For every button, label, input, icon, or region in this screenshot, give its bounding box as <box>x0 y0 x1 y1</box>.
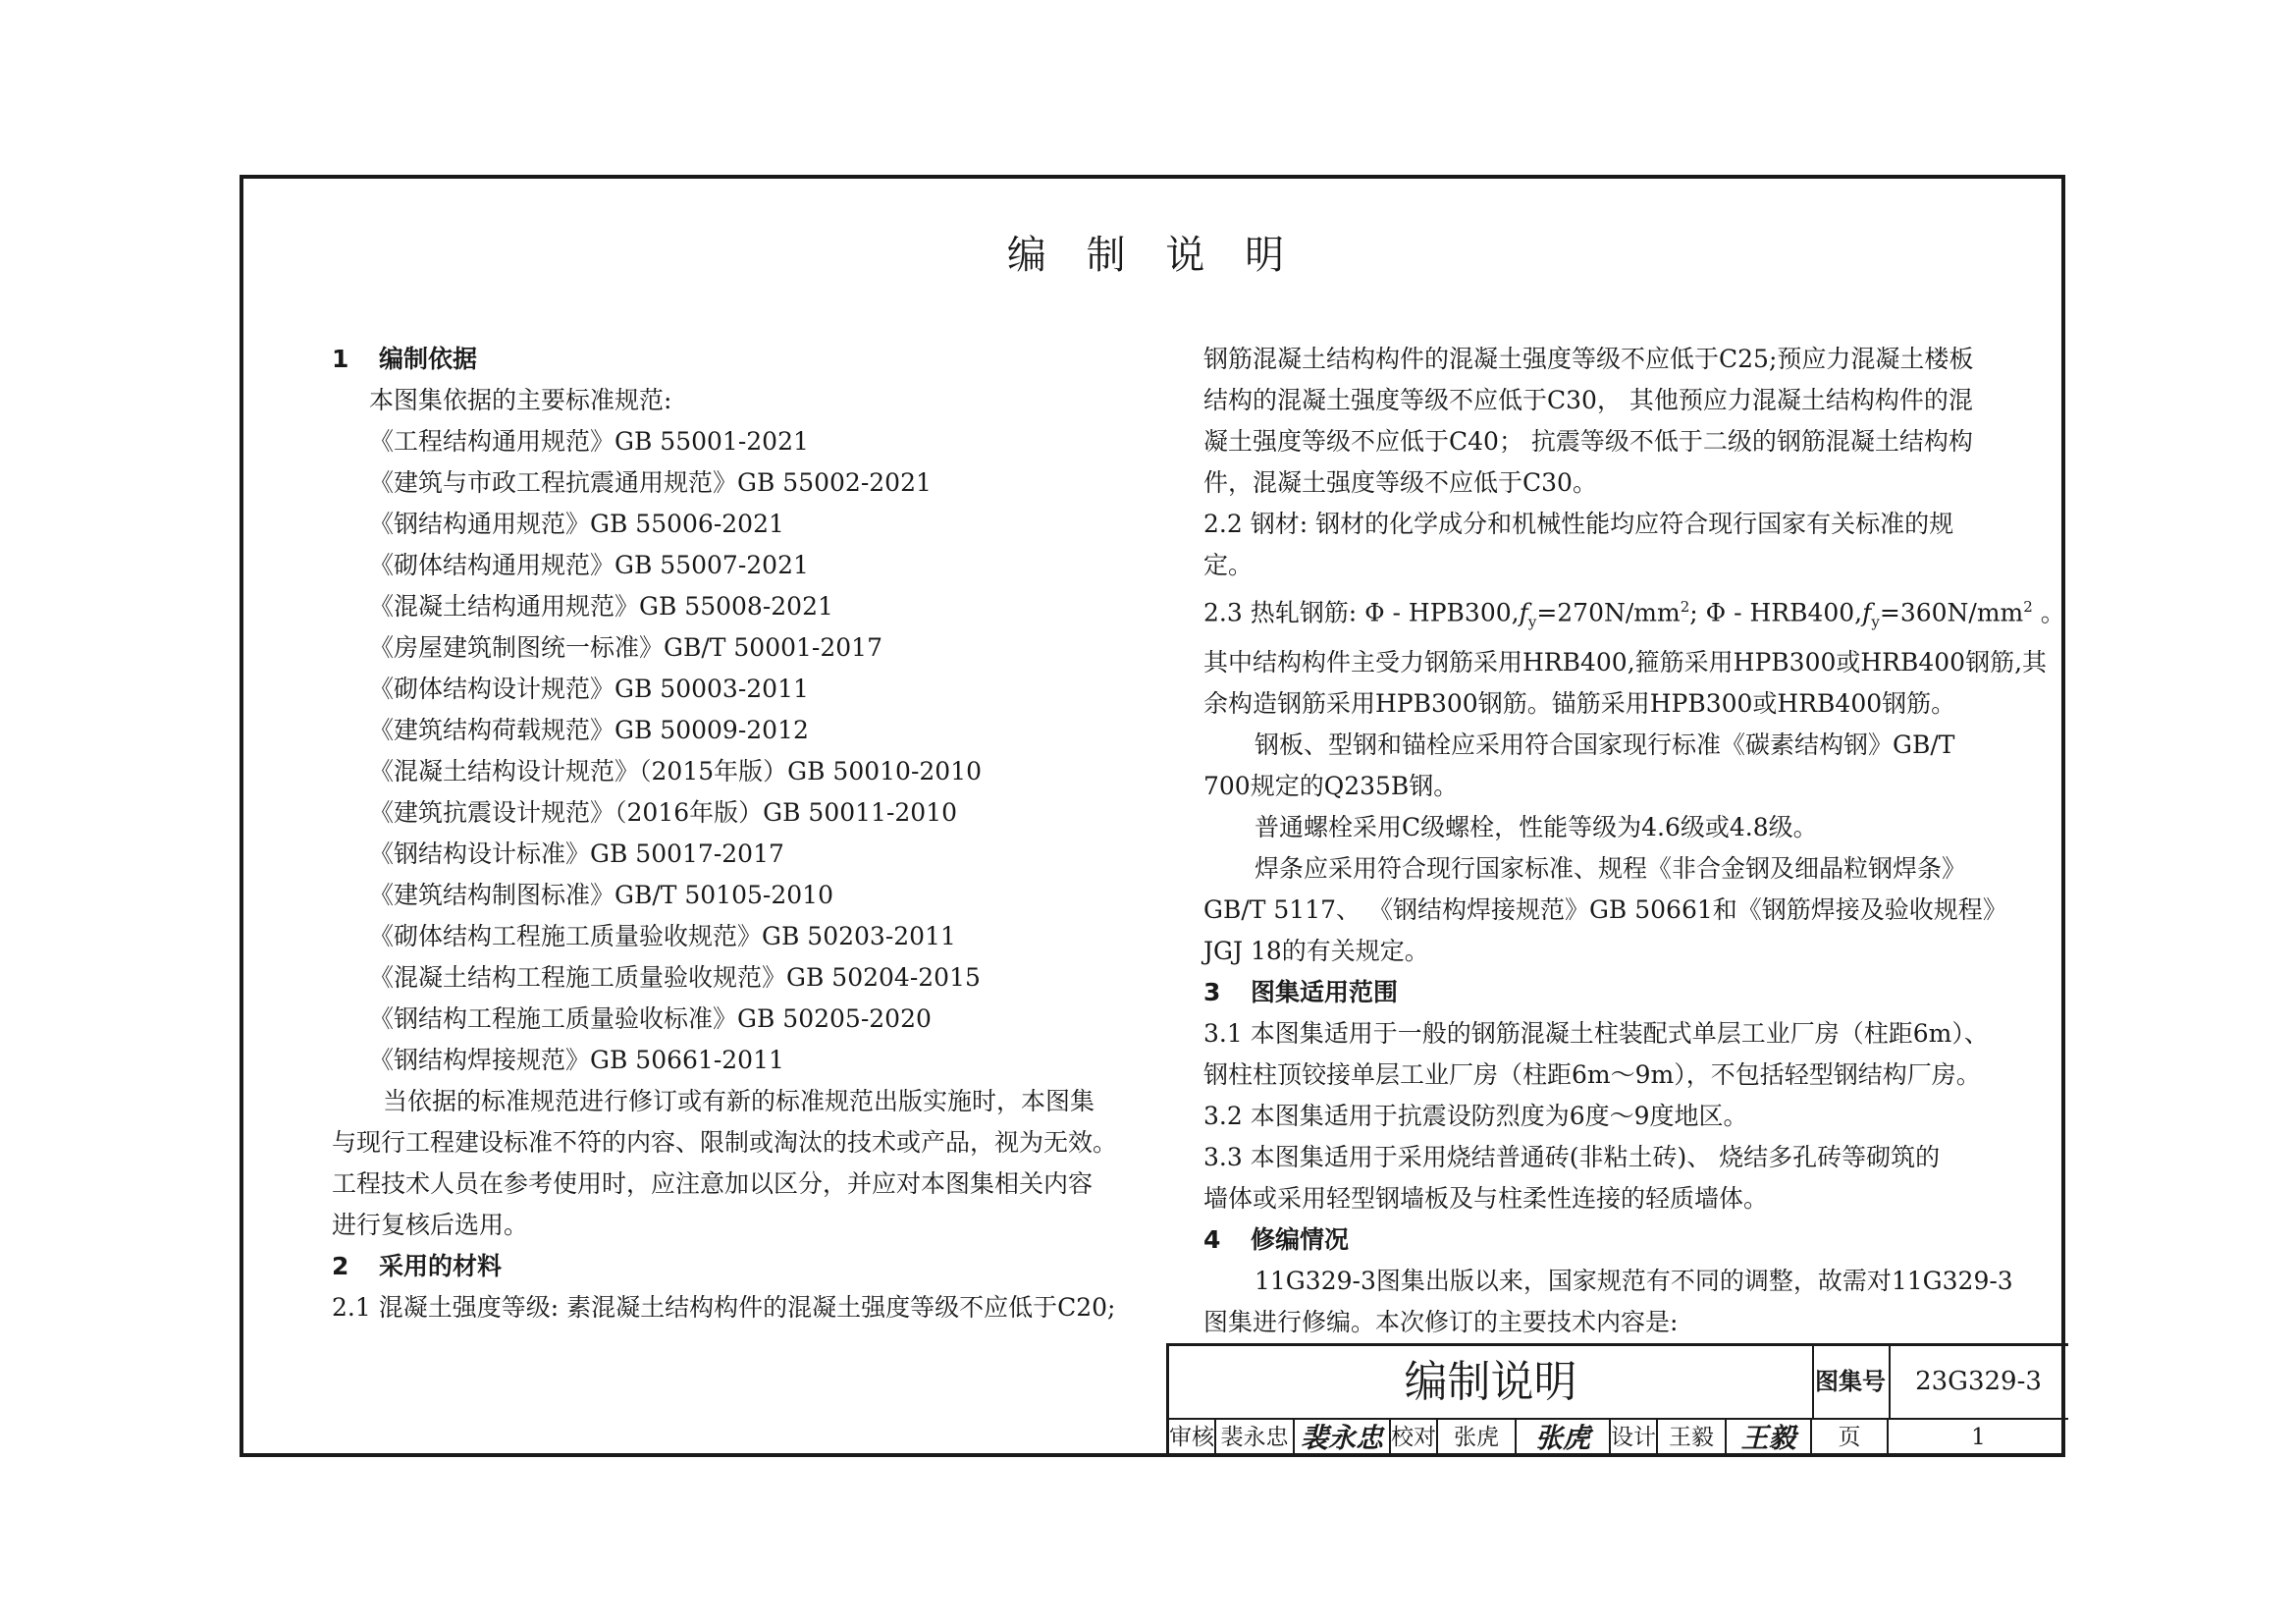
rebar-line: 2.3 热轧钢筋: $\Phi - HPB300,f_y=270N/mm^2$; $\Phi - HRB400,f_y=360N/mm^2$ 。 <box>1203 598 2065 631</box>
review-name: 裴永忠 <box>1216 1420 1295 1456</box>
standard-item: 《建筑与市政工程抗震通用规范》GB 55002-2021 <box>369 468 932 497</box>
section-3-heading: 3 图集适用范围 <box>1203 978 1399 1007</box>
steel-line: 定。 <box>1203 551 1254 579</box>
standard-item: 《混凝土结构通用规范》GB 55008-2021 <box>369 592 833 621</box>
title-block <box>1166 1343 2068 1456</box>
standard-item: 《钢结构焊接规范》GB 50661-2011 <box>369 1046 784 1074</box>
standard-item: 《砌体结构工程施工质量验收规范》GB 50203-2011 <box>369 922 956 950</box>
standard-item: 《钢结构工程施工质量验收标准》GB 50205-2020 <box>369 1004 932 1033</box>
body-line: 11G329-3图集出版以来，国家规范有不同的调整，故需对11G329-3 <box>1255 1267 2013 1296</box>
standard-item: 《建筑抗震设计规范》（2016年版）GB 50011-2010 <box>369 798 958 827</box>
check-signature: 张虎 <box>1517 1420 1611 1456</box>
standard-item: 《混凝土结构工程施工质量验收规范》GB 50204-2015 <box>369 963 981 992</box>
standard-item: 《建筑结构荷载规范》GB 50009-2012 <box>369 716 809 744</box>
body-line: 钢板、型钢和锚栓应采用符合国家现行标准《碳素结构钢》GB/T <box>1255 731 1955 760</box>
check-label: 校对 <box>1391 1420 1438 1456</box>
body-line: 结构的混凝土强度等级不应低于C30， 其他预应力混凝土结构构件的混 <box>1203 386 1973 414</box>
standard-item: 《钢结构设计标准》GB 50017-2017 <box>369 839 784 868</box>
standard-item: 《工程结构通用规范》GB 55001-2021 <box>369 427 809 456</box>
section-1-heading: 1 编制依据 <box>332 345 478 373</box>
note-line: 工程技术人员在参考使用时，应注意加以区分，并应对本图集相关内容 <box>332 1169 1094 1198</box>
note-line: 进行复核后选用。 <box>332 1211 529 1239</box>
body-line: 钢筋混凝土结构构件的混凝土强度等级不应低于C25;预应力混凝土楼板 <box>1203 345 1974 373</box>
standard-item: 《钢结构通用规范》GB 55006-2021 <box>369 510 784 538</box>
standard-item: 《砌体结构通用规范》GB 55007-2021 <box>369 551 809 579</box>
drawing-title: 编制说明 <box>1169 1346 1814 1418</box>
section-2-heading: 2 采用的材料 <box>332 1252 503 1280</box>
drawing-frame <box>240 175 2065 1457</box>
body-line: 其中结构构件主受力钢筋采用HRB400,箍筋采用HPB300或HRB400钢筋,其 <box>1203 648 2048 677</box>
body-line: 3.3 本图集适用于采用烧结普通砖(非粘土砖)、 烧结多孔砖等砌筑的 <box>1203 1143 1941 1172</box>
body-line: JGJ 18的有关规定。 <box>1203 937 1429 966</box>
body-line: 700规定的Q235B钢。 <box>1203 772 1459 801</box>
concrete-grade-line: 2.1 混凝土强度等级: 素混凝土结构构件的混凝土强度等级不应低于C20; <box>332 1293 1116 1322</box>
body-line: GB/T 5117、 《钢结构焊接规范》GB 50661和《钢筋焊接及验收规程》 <box>1203 895 2007 925</box>
section-1-intro: 本图集依据的主要标准规范: <box>369 386 672 414</box>
design-label: 设计 <box>1611 1420 1658 1456</box>
page-title: 编 制 说 明 <box>1006 233 1299 278</box>
atlas-number: 23G329-3 <box>1915 1367 2042 1396</box>
body-line: 图集进行修编。本次修订的主要技术内容是: <box>1203 1308 1679 1337</box>
body-line: 3.1 本图集适用于一般的钢筋混凝土柱装配式单层工业厂房（柱距6m）、 <box>1203 1019 1989 1049</box>
standard-item: 《砌体结构设计规范》GB 50003-2011 <box>369 675 809 703</box>
rebar-symbol-icon: Φ <box>1364 598 1385 627</box>
review-signature: 裴永忠 <box>1295 1420 1391 1456</box>
rebar-symbol-icon: Φ <box>1705 598 1727 627</box>
right-column <box>1203 339 2065 1343</box>
page-label: 页 <box>1812 1420 1889 1456</box>
body-line: 普通螺栓采用C级螺栓，性能等级为4.6级或4.8级。 <box>1255 813 1818 842</box>
body-line: 件，混凝土强度等级不应低于C30。 <box>1203 468 1597 497</box>
body-line: 钢柱柱顶铰接单层工业厂房（柱距6m～9m），不包括轻型钢结构厂房。 <box>1203 1060 1981 1090</box>
body-line: 3.2 本图集适用于抗震设防烈度为6度～9度地区。 <box>1203 1102 1748 1131</box>
atlas-label: 图集号 <box>1812 1346 1891 1418</box>
section-4-heading: 4 修编情况 <box>1203 1225 1350 1255</box>
design-signature: 王毅 <box>1727 1420 1812 1456</box>
body-line: 焊条应采用符合现行国家标准、规程《非合金钢及细晶粒钢焊条》 <box>1255 854 1967 884</box>
note-line: 当依据的标准规范进行修订或有新的标准规范出版实施时，本图集 <box>383 1087 1095 1115</box>
body-line: 凝土强度等级不应低于C40； 抗震等级不低于二级的钢筋混凝土结构构 <box>1203 427 1973 456</box>
body-line: 余构造钢筋采用HPB300钢筋。锚筋采用HPB300或HRB400钢筋。 <box>1203 689 1956 719</box>
steel-line: 2.2 钢材: 钢材的化学成分和机械性能均应符合现行国家有关标准的规 <box>1203 510 1954 538</box>
body-line: 墙体或采用轻型钢墙板及与柱柔性连接的轻质墙体。 <box>1203 1184 1769 1214</box>
review-label: 审核 <box>1169 1420 1216 1456</box>
note-line: 与现行工程建设标准不符的内容、限制或淘汰的技术或产品，视为无效。 <box>332 1128 1118 1157</box>
check-name: 张虎 <box>1438 1420 1517 1456</box>
standard-item: 《房屋建筑制图统一标准》GB/T 50001-2017 <box>369 633 882 662</box>
standard-item: 《混凝土结构设计规范》（2015年版）GB 50010-2010 <box>369 757 983 785</box>
page-number: 1 <box>1971 1425 1986 1450</box>
standard-item: 《建筑结构制图标准》GB/T 50105-2010 <box>369 881 833 909</box>
design-name: 王毅 <box>1658 1420 1727 1456</box>
